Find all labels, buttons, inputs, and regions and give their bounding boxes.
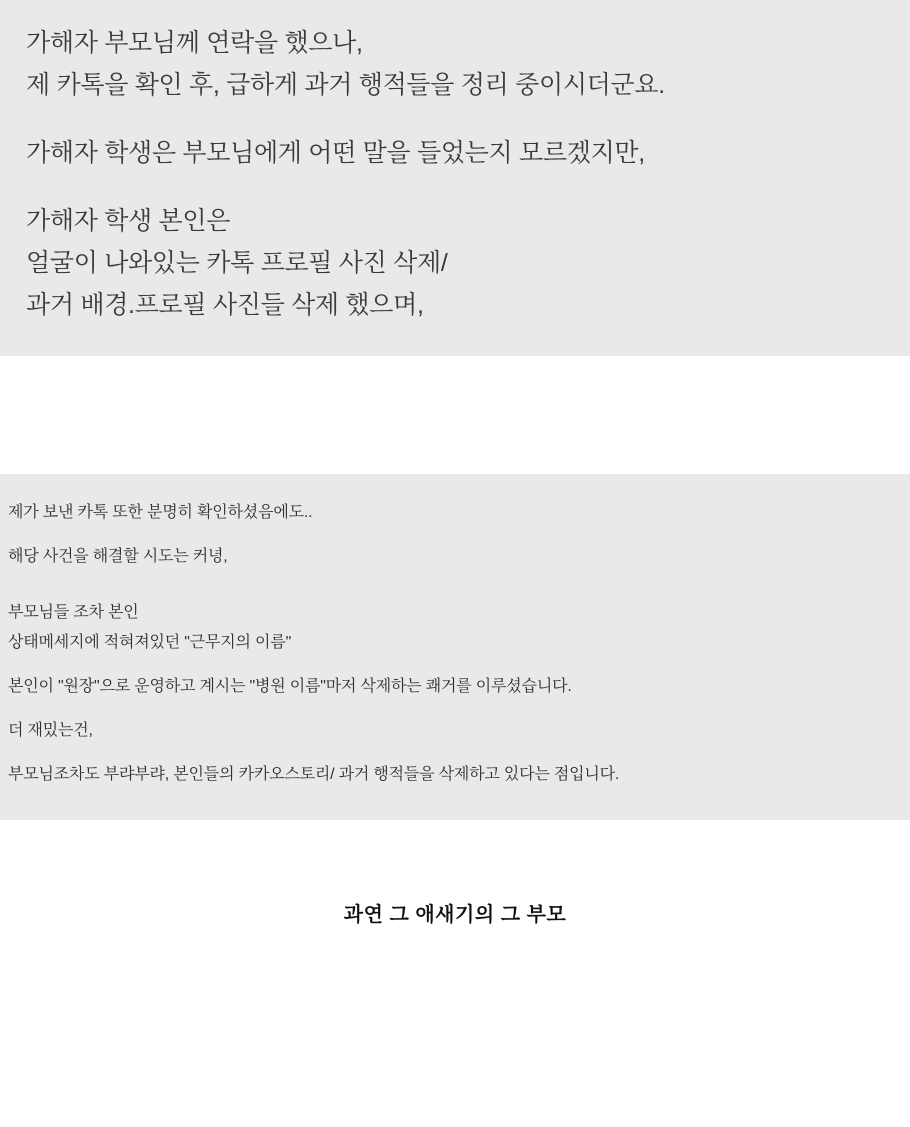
mid-spacer-2 <box>0 572 910 598</box>
top-line-1: 가해자 부모님께 연락을 했으나, <box>26 29 363 57</box>
mid-line-1: 제가 보낸 카톡 또한 분명히 확인하셨음에도.. <box>8 504 313 521</box>
mid-line-3: 부모님들 조차 본인 <box>8 604 139 621</box>
bottom-caption: 과연 그 애새기의 그 부모 <box>343 904 567 926</box>
mid-line-7: 부모님조차도 부랴부랴, 본인들의 카카오스토리/ 과거 행적들을 삭제하고 있다는 점입니다. <box>8 766 620 783</box>
top-spacer-1 <box>0 106 910 132</box>
top-text-panel <box>0 0 910 356</box>
mid-line-6: 더 재밌는건, <box>8 722 93 739</box>
mid-line-5: 본인이 "원장"으로 운영하고 계시는 "병원 이름"마저 삭제하는 쾌거를 이루셨습니다. <box>8 678 572 695</box>
top-line-6: 과거 배경.프로필 사진들 삭제 했으며, <box>26 291 424 319</box>
mid-spacer-3 <box>0 658 910 672</box>
mid-spacer-4 <box>0 702 910 716</box>
mid-spacer-5 <box>0 746 910 760</box>
middle-text-panel <box>0 474 910 820</box>
bottom-caption-area <box>0 820 910 990</box>
top-line-3: 가해자 학생은 부모님에게 어떤 말을 들었는지 모르겠지만, <box>26 139 645 167</box>
top-line-4: 가해자 학생 본인은 <box>26 207 231 235</box>
mid-line-2: 해당 사건을 해결할 시도는 커녕, <box>8 548 228 565</box>
mid-line-4: 상태메세지에 적혀져있던 "근무지의 이름" <box>8 634 292 651</box>
top-line-5: 얼굴이 나와있는 카톡 프로필 사진 삭제/ <box>26 249 448 277</box>
top-line-2: 제 카톡을 확인 후, 급하게 과거 행적들을 정리 중이시더군요. <box>26 71 665 99</box>
top-spacer-2 <box>0 174 910 200</box>
white-gap-separator <box>0 356 910 474</box>
mid-spacer-1 <box>0 528 910 542</box>
